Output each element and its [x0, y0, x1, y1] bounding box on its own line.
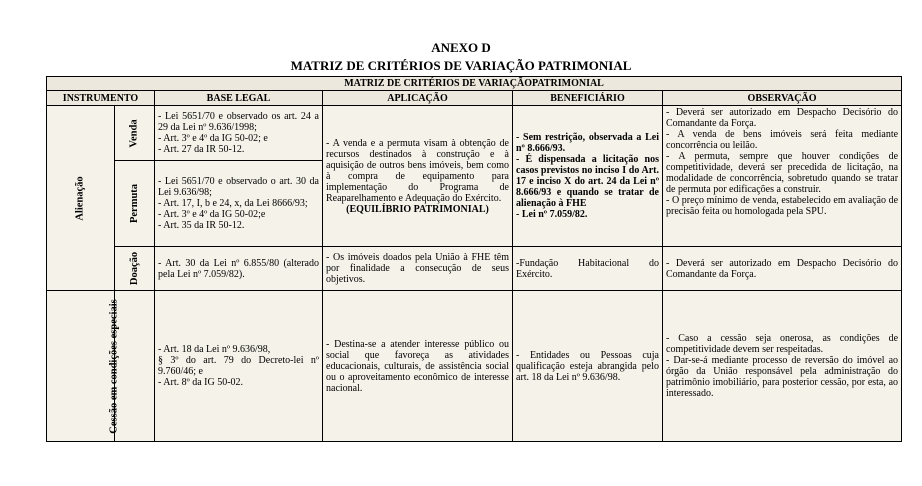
list-item: - Caso a cessão seja onerosa, as condições de competitividade devem ser respeitadas. — [666, 333, 899, 356]
list-item: - Sem restrição, observada a Lei nº 8.666/93. — [516, 132, 659, 155]
list-item: - É dispensada a licitação nos casos previstos no inciso I do Art. 17 e inciso X do art. 24 da Lei nº 8.666/93 e quando se tratar de alienação à FHE — [516, 154, 659, 210]
cessao-aplicacao: - Destina-se a atender interesse público ou social que favoreça as atividades educacionais, culturais, de assistência social ou o aproveitamento econômico de interesse nacional. — [323, 291, 513, 442]
equilibrio-patrimonial-tag: (EQUILÍBRIO PATRIMONIAL) — [346, 203, 489, 215]
table-header-row — [47, 91, 902, 106]
cessao-label: Cessão em condições especiais — [108, 299, 120, 434]
list-item: - A venda de bens imóveis será feita mediante concorrência ou leilão. — [666, 129, 899, 152]
list-item: - Deverá ser autorizado em Despacho Decisório do Comandante da Força. — [666, 107, 899, 130]
doacao-base-legal: - Art. 30 da Lei nº 6.855/80 (alterado pela Lei nº 7.059/82). — [155, 246, 323, 291]
alienacao-label: Alienação — [74, 176, 86, 221]
list-item: - O preço mínimo de venda, estabelecido em avaliação de precisão feita ou homologada pela SPU. — [666, 195, 899, 218]
doacao-aplicacao: - Os imóveis doados pela União à FHE têm por finalidade a consecução de seus objetivos. — [323, 246, 513, 291]
cessao-base-legal — [155, 291, 323, 442]
table-row-doacao — [47, 246, 902, 291]
list-item: - Art. 18 da Lei nº 9.636/98, — [158, 344, 271, 356]
table-caption-row — [47, 77, 902, 91]
list-item: - Lei 5651/70 e observado os art. 24 a 29 da Lei nº 9.636/1998; — [158, 111, 319, 134]
doacao-observacao: - Deverá ser autorizado em Despacho Decisório do Comandante da Força. — [663, 246, 902, 291]
doacao-beneficiario: -Fundação Habitacional do Exército. — [513, 246, 663, 291]
list-item: - Art. 35 da IR 50-12. — [158, 220, 245, 232]
venda-permuta-aplicacao — [323, 106, 513, 246]
table-row-cessao — [47, 291, 902, 442]
header-observacao: OBSERVAÇÃO — [663, 91, 902, 106]
permuta-cell — [115, 161, 155, 246]
venda-permuta-observacao — [663, 106, 902, 246]
list-item: - Dar-se-á mediante processo de reversão do imóvel ao órgão da União responsável pela administração do patrimônio imobiliário, para posterior cessão, por esta, ao interessado. — [666, 355, 899, 400]
doacao-label: Doação — [129, 251, 140, 286]
aplicacao-text: - A venda e a permuta visam à obtenção de recursos destinados à construção e à aquisição de outros bens imóveis, bem como à compra de equipamento para implementação do Programa de Reaparelhamento e Adequação do Exército. — [326, 137, 509, 204]
alienacao-cell — [47, 106, 115, 291]
cessao-empty-cell — [115, 291, 155, 442]
doacao-cell — [115, 246, 155, 291]
header-aplicacao: APLICAÇÃO — [323, 91, 513, 106]
list-item: - A permuta, sempre que houver condições de competitividade, deverá ser precedida de licitação, na modalidade de concorrência, sobretudo quando se tratar de permuta por edificações a construir. — [666, 151, 899, 196]
list-item: - Art. 27 da IR 50-12. — [158, 144, 245, 156]
cessao-beneficiario: - Entidades ou Pessoas cuja qualificação esteja abrangida pelo art. 18 da Lei nº 9.636/98. — [513, 291, 663, 442]
cessao-cell — [47, 291, 120, 442]
venda-permuta-beneficiario — [513, 106, 663, 246]
header-beneficiario: BENEFICIÁRIO — [513, 91, 663, 106]
venda-base-legal — [155, 106, 323, 161]
venda-label: Venda — [129, 119, 140, 148]
annex-title: ANEXO D — [431, 40, 491, 55]
header-base-legal: BASE LEGAL — [155, 91, 323, 106]
table-row-venda — [47, 106, 902, 161]
matrix-title: MATRIZ DE CRITÉRIOS DE VARIAÇÃO PATRIMONIAL — [290, 58, 632, 73]
list-item: - Art. 8º da IG 50-02. — [158, 377, 244, 389]
list-item: - Art. 3º e 4º da IG 50-02; e — [158, 133, 268, 145]
permuta-label: Permuta — [129, 184, 141, 224]
permuta-base-legal — [155, 161, 323, 246]
list-item: - Lei 5651/70 e observado o art. 30 da Lei 9.636/98; — [158, 176, 319, 199]
list-item: - Art. 17, I, b e 24, x, da Lei 8666/93; — [158, 198, 308, 210]
list-item: § 3º do art. 79 do Decreto-lei nº 9.760/46; e — [158, 355, 319, 378]
header-instrumento: INSTRUMENTO — [47, 91, 155, 106]
table-caption: MATRIZ DE CRITÉRIOS DE VARIAÇÃOPATRIMONIAL — [47, 77, 902, 91]
cessao-observacao — [663, 291, 902, 442]
list-item: - Lei nº 7.059/82. — [516, 209, 588, 221]
list-item: - Art. 3º e 4º da IG 50-02;e — [158, 209, 266, 221]
venda-cell — [115, 106, 155, 161]
criteria-matrix-table — [46, 76, 902, 442]
